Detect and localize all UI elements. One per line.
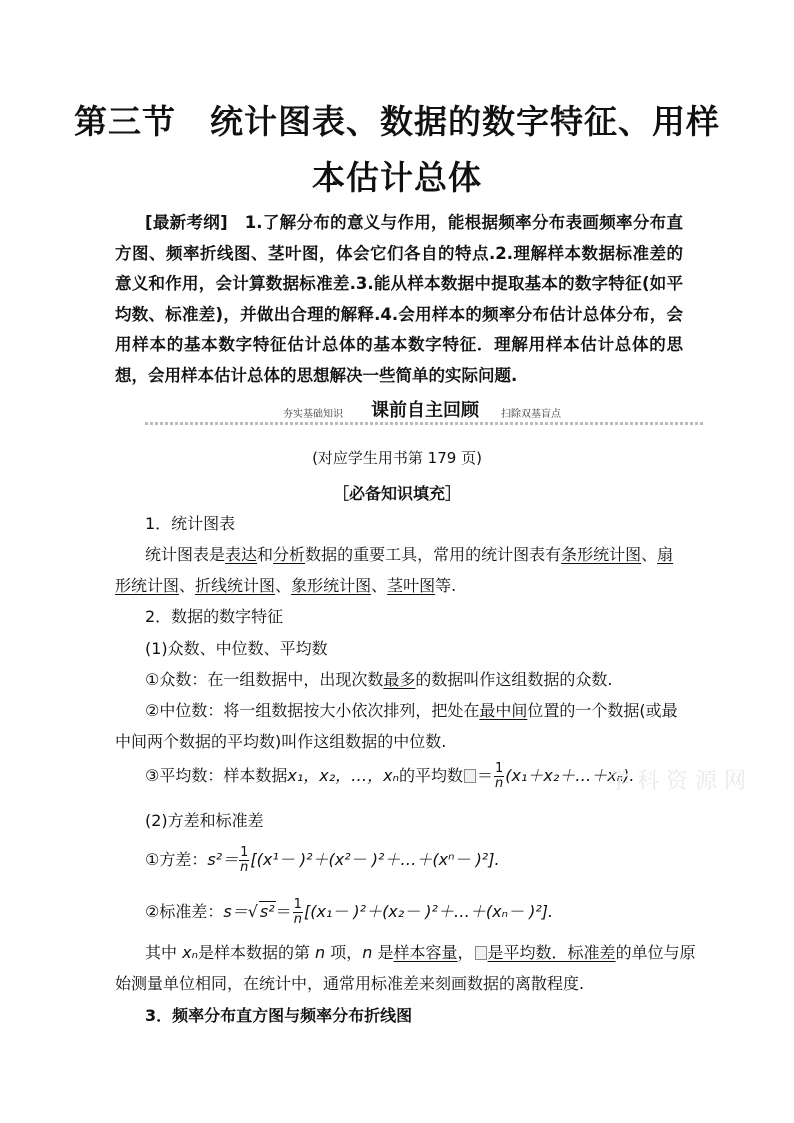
math: [(x₁－ )²＋(x₂－ )²＋…＋(xₙ－ )²].	[303, 902, 554, 921]
math: n	[362, 943, 373, 962]
text: 是	[372, 943, 394, 962]
text: ①方差：	[145, 850, 208, 869]
page-title-line2: 本估计总体	[312, 158, 482, 197]
median-definition	[145, 698, 678, 721]
s1-line1	[145, 542, 673, 565]
denominator: n	[495, 776, 504, 791]
text: 是样本数据的第	[197, 943, 316, 962]
blank-answer: 形统计图	[115, 576, 180, 595]
median-definition-cont: 中间两个数据的平均数)叫作这组数据的中位数.	[115, 732, 447, 751]
text: ②标准差：	[145, 902, 224, 921]
blank-answer: 最中间	[479, 701, 528, 720]
denominator: n	[293, 912, 302, 927]
text: 位置的一个数据(或最	[527, 701, 678, 720]
blank-answer: 是平均数．标准差	[487, 943, 616, 962]
text: 、	[179, 576, 196, 595]
fraction	[293, 898, 303, 927]
math: s²＝	[207, 850, 239, 869]
text: 数据的重要工具，常用的统计图表有	[305, 545, 562, 564]
text: 统计图表是	[145, 545, 226, 564]
s1-line2	[115, 573, 456, 596]
s2-heading: 2．数据的数字特征	[145, 607, 284, 626]
stddev-definition	[145, 898, 553, 927]
text: ①众数：在一组数据中，出现次数	[145, 670, 384, 689]
s2-sub1: (1)众数、中位数、平均数	[145, 639, 328, 658]
text: ，	[457, 943, 474, 962]
blank-answer: 最多	[383, 670, 416, 689]
denominator: n	[240, 860, 249, 875]
numerator: 1	[240, 845, 249, 860]
text: 、	[641, 545, 658, 564]
numerator: 1	[495, 761, 504, 776]
math: [(x¹－ )²＋(x²－ )²＋…＋(xⁿ－ )²].	[250, 850, 500, 869]
section-heading: ［必备知识填充］	[332, 484, 461, 503]
blank-answer: 条形统计图	[561, 545, 642, 564]
math: s＝	[223, 902, 248, 921]
formula-image-placeholder	[475, 946, 487, 960]
blank-answer: 表达	[225, 545, 258, 564]
banner-left-text: 夯实基础知识	[283, 409, 343, 420]
text: 的平均数	[398, 766, 463, 785]
s3-heading: 3．频率分布直方图与频率分布折线图	[145, 1006, 413, 1025]
blank-answer: 扇	[657, 545, 674, 564]
banner-right-text: 扫除双基盲点	[501, 409, 561, 420]
page-title-line1: 第三节 统计图表、数据的数字特征、用样	[74, 102, 720, 141]
math: (x₁＋x₂＋…＋xₙ).	[505, 766, 635, 785]
blank-answer: 分析	[273, 545, 306, 564]
math: n	[315, 943, 326, 962]
math: s²	[259, 902, 275, 921]
text: 的数据叫作这组数据的众数.	[415, 670, 613, 689]
text: 的单位与原	[615, 943, 696, 962]
text: 等.	[435, 576, 457, 595]
formula-image-placeholder	[464, 769, 476, 783]
text: 、	[371, 576, 388, 595]
sqrt-symbol: √	[247, 902, 258, 921]
blank-answer: 茎叶图	[387, 576, 436, 595]
text: 其中	[145, 943, 183, 962]
banner-title: 课前自主回顾	[371, 400, 479, 421]
note-line2: 始测量单位相同，在统计中，通常用标准差来刻画数据的离散程度.	[115, 974, 585, 993]
watermark: 学 科 资 源 网	[608, 769, 746, 794]
text: 项，	[325, 943, 363, 962]
page-reference: (对应学生用书第 179 页)	[312, 449, 482, 467]
text: ②中位数：将一组数据按大小依次排列，把处在	[145, 701, 480, 720]
fraction	[239, 846, 249, 875]
note-line1	[145, 940, 696, 963]
mean-definition	[145, 762, 635, 791]
mode-definition	[145, 667, 612, 690]
math: xₙ	[182, 943, 198, 962]
fraction	[494, 762, 504, 791]
blank-answer: 折线统计图	[195, 576, 276, 595]
text: ③平均数：样本数据	[145, 766, 288, 785]
numerator: 1	[293, 897, 302, 912]
blank-answer: 象形统计图	[291, 576, 372, 595]
text: 和	[257, 545, 274, 564]
syllabus-intro: [最新考纲] 1.了解分布的意义与作用，能根据频率分布表画频率分布直方图、频率折线图、茎叶图，体会它们各自的特点.2.理解样本数据标准差的意义和作用，会计算数据标准差.3.能从样本数据中提取基本的数字特征(如平均数、标准差)，并做出合理的解释.4.会用样本的频率分布估计总体分布，会用样本的基本数字特征估计总体的基本数字特征．理解用样本估计总体的思想，会用样本估计总体的思想解决一些简单的实际问题.	[115, 213, 683, 385]
math: ＝	[477, 766, 494, 785]
s1-heading: 1．统计图表	[145, 514, 236, 533]
s2-sub2: (2)方差和标准差	[145, 811, 264, 830]
text: 、	[275, 576, 292, 595]
variance-definition	[145, 846, 500, 875]
blank-answer: 样本容量	[393, 943, 458, 962]
banner-divider	[145, 422, 705, 425]
math: ＝	[275, 902, 292, 921]
section-banner	[145, 396, 705, 430]
math: x₁，x₂，…，xₙ	[287, 766, 399, 785]
